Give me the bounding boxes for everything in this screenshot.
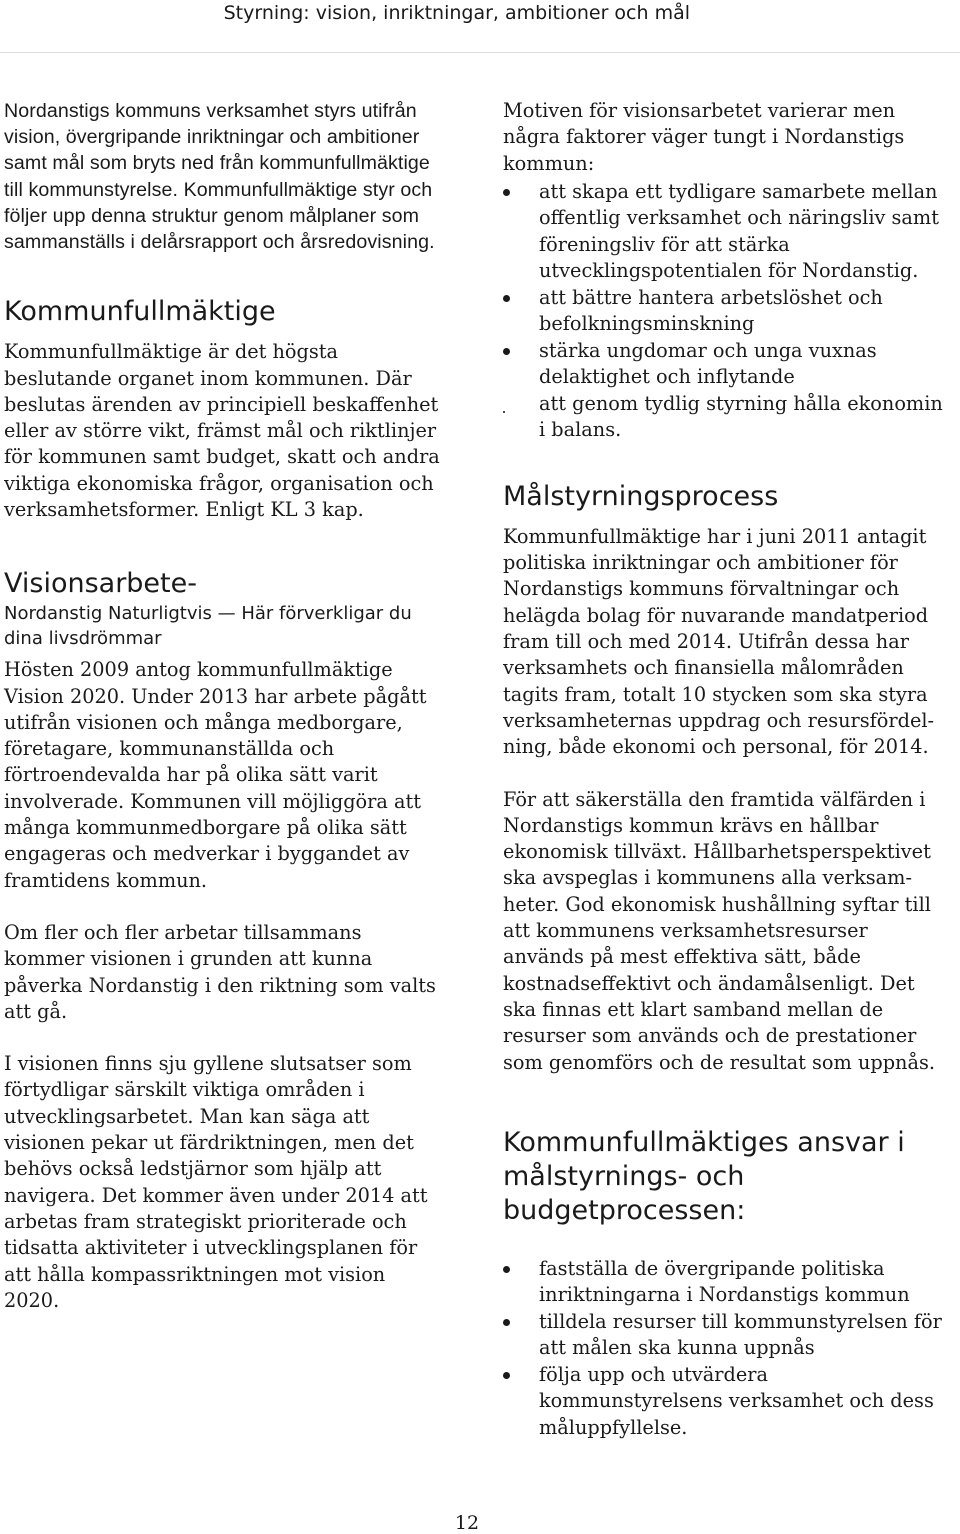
- bullet-icon: [503, 295, 510, 302]
- heading-ansvar: Kommunfullmäktiges ansvar i målstyrnings- och budgetprocessen:: [503, 1126, 905, 1226]
- right-column: [503, 98, 953, 1441]
- list-item: att genom tydlig styrning hålla ekonomin i balans.: [503, 391, 953, 444]
- vision-paragraph-3: I visionen finns sju gyllene slutsatser som förtydligar särskilt viktiga områden i utvecklingsarbetet. Man kan säga att visionen pekar ut färdriktningen, men det behövs också ledstjärnor som hjälp att navigera. Det kommer även under 2014 att arbetas fram strategiskt prioriterade och tidsatta aktiviteter i utvecklingsplanen för att hålla kompassriktningen mot vision 2020.: [4, 1052, 428, 1312]
- list-item: stärka ungdomar och unga vuxnas delaktighet och inflytande: [503, 338, 953, 391]
- responsibility-list: [503, 1256, 953, 1442]
- process-paragraph-2: För att säkerställa den framtida välfärden i Nordanstigs kommun krävs en hållbar ekonomisk tillväxt. Hållbarhetsperspektivet ska avspeglas i kommunens alla verksamheter. God ekonomisk hushållning syftar till att kommunens verksamhetsresurser används på mest effektiva sätt, både kostnadseffektivt och ändamålsenligt. Det ska finnas ett klart samband mellan de resurser som används och de prestationer som genomförs och de resultat som uppnås.: [503, 787, 935, 1074]
- list-item: fastställa de övergripande politiska inriktningarna i Nordanstigs kommun: [503, 1256, 953, 1309]
- list-item: att bättre hantera arbetslöshet och befolkningsminskning: [503, 285, 953, 338]
- bullet-icon: [503, 348, 510, 355]
- intro-paragraph: Nordanstigs kommuns verksamhet styrs utifrån vision, övergripande inriktningar och ambitioner samt mål som bryts ned från kommunfullmäktige till kommunstyrelse. Kommunfullmäktige styr och följer upp denna struktur genom målplaner som sammanställs i delårsrapport och årsredovisning.: [4, 100, 435, 254]
- list-item: att skapa ett tydligare samarbete mellan offentlig verksamhet och näringsliv samt föreningsliv för att stärka utvecklingspotentialen för Nordanstig.: [503, 179, 953, 285]
- bullet-icon: [503, 411, 505, 413]
- motives-intro: Motiven för visionsarbetet varierar men några faktorer väger tungt i Nordanstigs kommun:: [503, 99, 905, 175]
- page-number: 12: [454, 1512, 480, 1534]
- heading-visionsarbete: Visionsarbete-: [4, 568, 197, 600]
- heading-malstyrningsprocess: Målstyrningsprocess: [503, 480, 779, 512]
- bullet-icon: [503, 1372, 510, 1379]
- header-divider: [0, 52, 960, 53]
- vision-subheading: Nordanstig Naturligtvis — Här förverkligar du dina livsdrömmar: [4, 603, 412, 650]
- vision-paragraph-1: Hösten 2009 antog kommunfullmäktige Vision 2020. Under 2013 har arbete pågått utifrån visionen och många medborgare, företagare, kommunanställda och förtroendevalda har på olika sätt varit involverade. Kommunen vill möjliggöra att många kommunmedborgare på olika sätt engageras och medverkar i byggandet av framtidens kommun.: [4, 658, 427, 892]
- heading-kommunfullmaktige: Kommunfullmäktige: [4, 296, 276, 328]
- process-paragraph-1: Kommunfullmäktige har i juni 2011 antagit politiska inriktningar och ambitioner för Nordanstigs kommuns förvaltningar och helägda bolag för nuvarande mandatperiod fram till och med 2014. Utifrån dessa har verksamhets och finansiella målområden tagits fram, totalt 10 stycken som ska styra verksamheternas uppdrag och resursfördelning, både ekonomi och personal, för 2014.: [503, 524, 935, 759]
- bullet-icon: [503, 1266, 510, 1273]
- bullet-icon: [503, 1319, 510, 1326]
- running-header: [0, 0, 960, 34]
- vision-paragraph-2: Om fler och fler arbetar tillsammans kommer visionen i grunden att kunna påverka Nordanstig i den riktning som valts att gå.: [4, 920, 436, 1023]
- bullet-icon: [503, 189, 510, 196]
- list-item: tilldela resurser till kommunstyrelsen för att målen ska kunna uppnås: [503, 1309, 953, 1362]
- kommunfullmaktige-paragraph: Kommunfullmäktige är det högsta beslutande organet inom kommunen. Där beslutas ärenden av principiell beskaffenhet eller av större vikt, främst mål och riktlinjer för kommunen samt budget, skatt och andra viktiga ekonomiska frågor, organisation och verksamhetsformer. Enligt KL 3 kap.: [4, 340, 440, 521]
- list-item: följa upp och utvärdera kommunstyrelsens verksamhet och dess måluppfyllelse.: [503, 1362, 953, 1442]
- running-header-title: Styrning: vision, inriktningar, ambitioner och mål: [223, 2, 690, 24]
- motives-list: [503, 179, 953, 444]
- left-column: [4, 98, 444, 1314]
